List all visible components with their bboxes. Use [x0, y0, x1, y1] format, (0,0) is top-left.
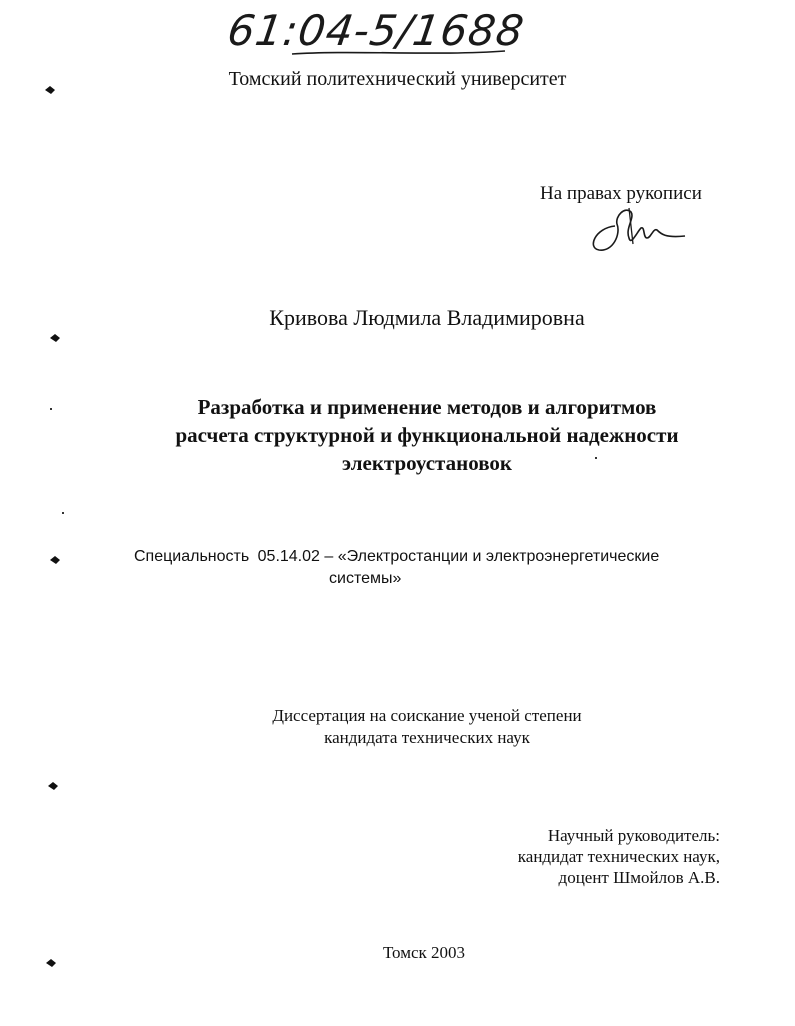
dissertation-title [0, 393, 795, 477]
title-line-1: Разработка и применение методов и алгоритмов [197, 395, 657, 419]
archive-code: 61:04-5/1688 [224, 6, 528, 55]
scan-mark-icon [48, 782, 58, 790]
scan-mark-icon [50, 556, 60, 564]
specialty-block [134, 546, 659, 590]
scan-mark-icon [46, 959, 56, 967]
advisor-line-3: доцент Шмойлов А.В. [558, 868, 720, 887]
title-line-2: расчета структурной и функциональной надежности [175, 423, 679, 447]
scientific-advisor [400, 825, 720, 888]
scan-mark-icon [50, 334, 60, 342]
specialty-dash: – [324, 548, 334, 565]
title-line-3: электроустановок [342, 451, 512, 475]
dissertation-degree [0, 705, 795, 749]
city-year: Томск 2003 [382, 943, 466, 962]
degree-line-2: кандидата технических наук [324, 728, 530, 747]
specialty-name-line2: системы» [329, 570, 402, 587]
scan-speck [595, 457, 597, 459]
scan-speck [62, 512, 64, 514]
signature-icon [585, 198, 695, 258]
scan-speck [50, 408, 52, 410]
degree-line-1: Диссертация на соискание ученой степени [272, 706, 582, 725]
university-name: Томский политехнический университет [228, 68, 567, 90]
manuscript-rights: На правах рукописи [540, 183, 702, 204]
specialty-name-line1: «Электростанции и электроэнергетические [337, 548, 660, 565]
specialty-code: 05.14.02 [257, 548, 320, 565]
advisor-line-1: Научный руководитель: [547, 826, 720, 845]
archive-code-underline [290, 48, 510, 58]
advisor-line-2: кандидат технических наук, [517, 847, 720, 866]
specialty-label: Специальность [134, 548, 250, 565]
author-name: Кривова Людмила Владимировна [269, 305, 585, 330]
scan-mark-icon [45, 86, 55, 94]
